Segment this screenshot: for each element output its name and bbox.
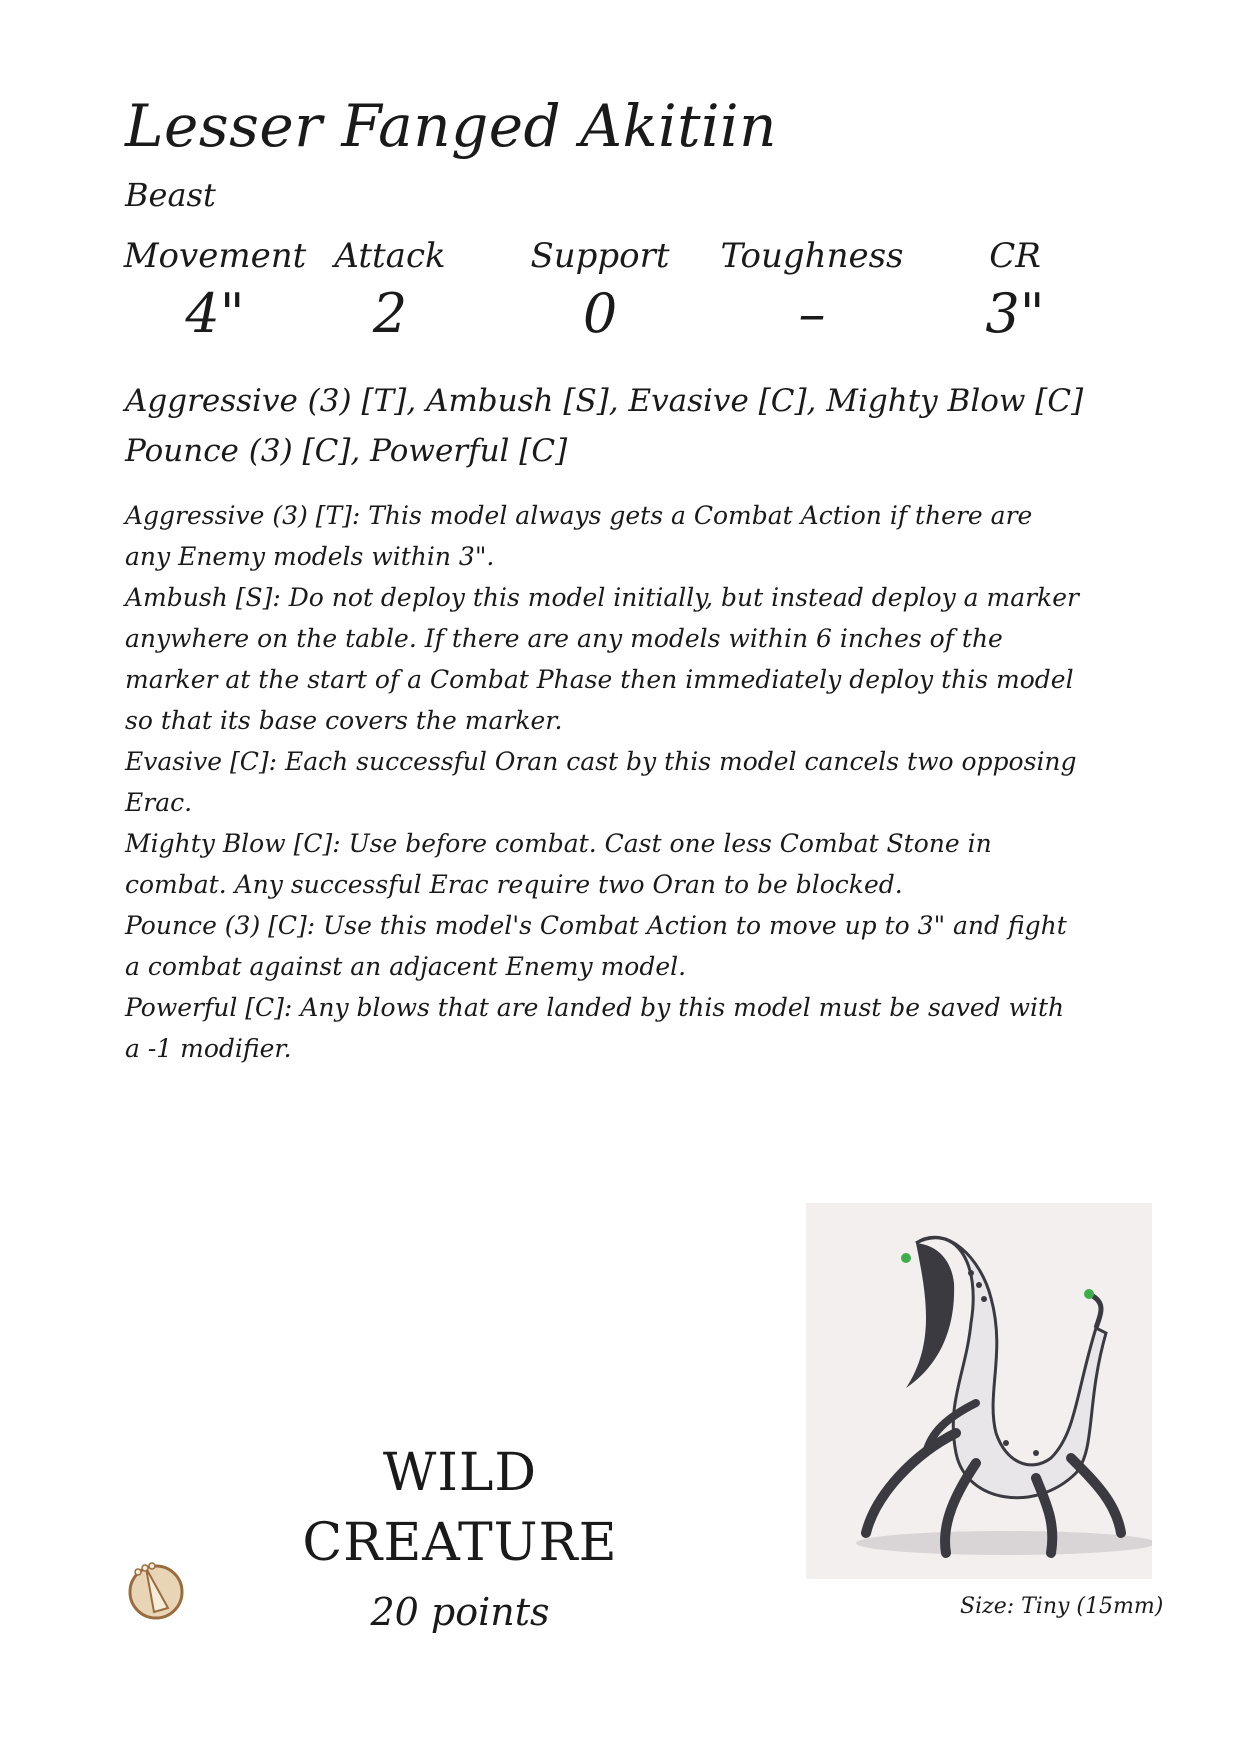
stat-cr [915,236,1115,345]
stat-label: Attack [334,236,446,276]
traits-summary [125,376,1105,476]
stat-value: – [798,282,826,345]
stat-label: Support [530,236,670,276]
stat-block [125,236,1125,356]
points-cost: 20 points [370,1590,550,1634]
faction-line: WILD [382,1443,538,1503]
stat-value: 4" [185,282,245,345]
faction-title [280,1438,640,1578]
stat-toughness [712,236,912,345]
faction-logo-icon [124,1558,188,1622]
faction-line: CREATURE [302,1513,618,1573]
stat-support [500,236,700,345]
stat-value: 2 [372,282,408,345]
traits-line: Pounce (3) [C], Powerful [C] [125,433,568,469]
creature-name: Lesser Fanged Akitiin [125,92,777,160]
rule-ambush: Ambush [S]: Do not deploy this model initially, but instead deploy a marker anywhere on the table. If there are any models within 6 inches of the marker at the start of a Combat Phase then immediately deploy this model so that its base covers the marker. [125,583,1079,735]
stat-value: 0 [582,282,618,345]
rule-evasive: Evasive [C]: Each successful Oran cast by this model cancels two opposing Erac. [125,747,1077,817]
traits-line: Aggressive (3) [T], Ambush [S], Evasive [C], Mighty Blow [C] [125,383,1084,419]
rule-mighty-blow: Mighty Blow [C]: Use before combat. Cast one less Combat Stone in combat. Any successful Erac require two Oran to be blocked. [125,829,992,899]
rule-powerful: Powerful [C]: Any blows that are landed by this model must be saved with a -1 modifier. [125,993,1065,1063]
stat-label: Toughness [720,236,904,276]
rules-text [125,495,1085,1069]
creature-type: Beast [125,176,216,214]
model-size: Size: Tiny (15mm) [960,1594,1164,1619]
rule-aggressive: Aggressive (3) [T]: This model always gets a Combat Action if there are any Enemy models within 3". [125,501,1033,571]
creature-illustration [806,1203,1152,1579]
stat-attack [290,236,490,345]
stat-label: CR [989,236,1041,276]
stat-movement [115,236,315,345]
stat-label: Movement [123,236,307,276]
rule-pounce: Pounce (3) [C]: Use this model's Combat Action to move up to 3" and fight a combat against an adjacent Enemy model. [125,911,1067,981]
akitiin-creature-icon [806,1203,1152,1579]
stat-value: 3" [985,282,1045,345]
